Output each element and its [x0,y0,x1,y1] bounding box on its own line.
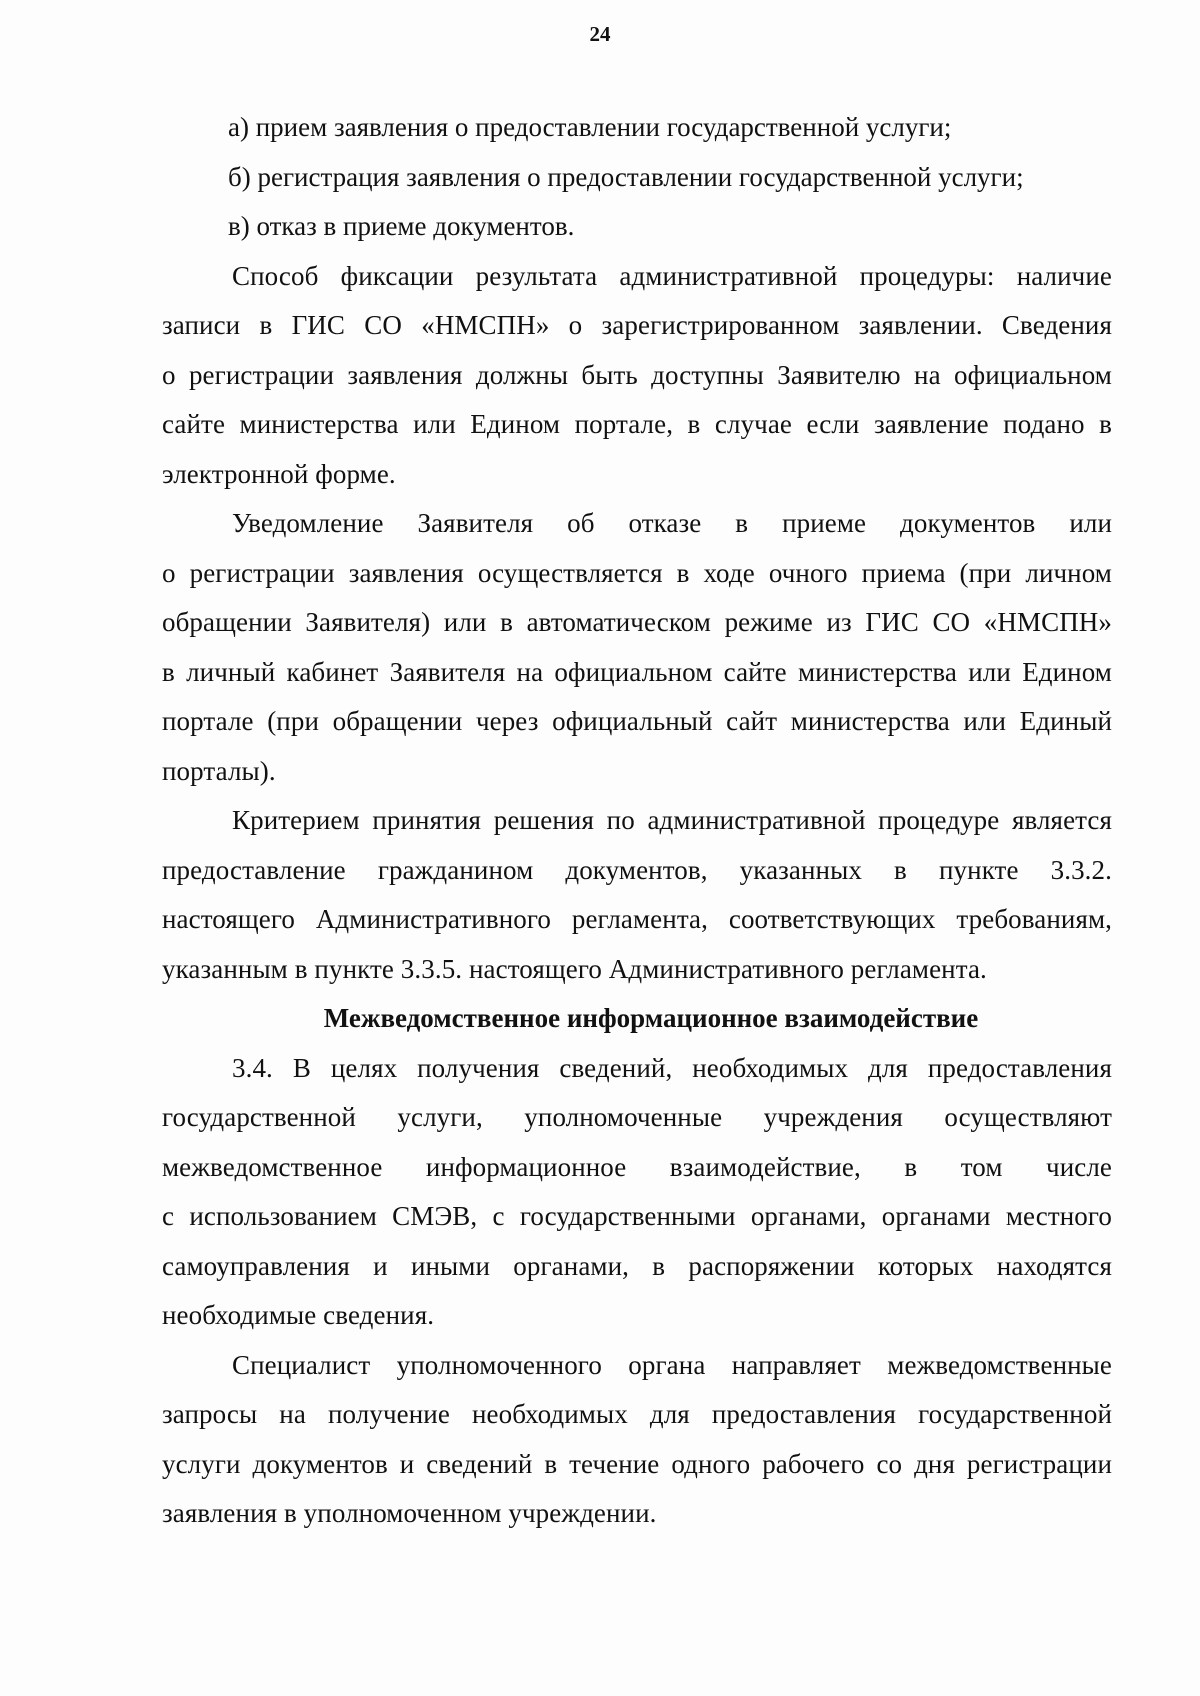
paragraph-line: в личный кабинет Заявителя на официальном сайте министерства или Едином [162,656,1112,687]
paragraph-interagency-3-4 [162,1044,1112,1341]
paragraph-line: обращении Заявителя) или в автоматическом режиме из ГИС СО «НМСПН» [162,607,1112,637]
list-item-b: б) регистрация заявления о предоставлении государственной услуги; [228,161,1024,192]
paragraph-line: необходимые сведения. [162,1300,435,1330]
paragraph-line: электронной форме. [162,458,396,489]
paragraph-specialist-requests [162,1341,1112,1539]
paragraph-line: о регистрации заявления осуществляется в ходе очного приема (при личном [162,557,1112,588]
paragraph-line: заявления в уполномоченном учреждении. [162,1498,657,1528]
paragraph-line: портале (при обращении через официальный сайт министерства или Единый [162,706,1112,736]
section-heading: Межведомственное информационное взаимодействие [323,1003,979,1033]
paragraph-line: с использованием СМЭВ, с государственными органами, органами местного [162,1201,1112,1231]
paragraph-result-fixation [162,252,1112,500]
paragraph-line: 3.4. В целях получения сведений, необходимых для предоставления [232,1052,1112,1083]
paragraph-line: настоящего Административного регламента, соответствующих требованиям, [162,904,1112,934]
list-item-a: а) прием заявления о предоставлении государственной услуги; [228,112,952,142]
paragraph-line: сайте министерства или Едином портале, в случае если заявление подано в [162,409,1112,439]
paragraph-line: услуги документов и сведений в течение одного рабочего со дня регистрации [162,1448,1112,1479]
paragraph-line: межведомственное информационное взаимодействие, в том числе [162,1151,1112,1182]
paragraph-line: Способ фиксации результата административной процедуры: наличие [232,260,1112,291]
paragraph-line: предоставление гражданином документов, указанных в пункте 3.3.2. [162,854,1112,885]
page-number: 24 [589,22,611,46]
paragraph-notification [162,499,1112,796]
paragraph-line: запросы на получение необходимых для предоставления государственной [162,1399,1112,1429]
paragraph-line: о регистрации заявления должны быть доступны Заявителю на официальном [162,359,1112,390]
page-content [162,103,1112,1539]
paragraph-line: порталы). [162,755,276,786]
list-block [162,103,1112,252]
paragraph-line: указанным в пункте 3.3.5. настоящего Административного регламента. [162,953,987,984]
paragraph-line: Специалист уполномоченного органа направляет межведомственные [232,1349,1112,1380]
paragraph-line: Критерием принятия решения по административной процедуре является [232,805,1112,835]
list-item-c: в) отказ в приеме документов. [228,211,575,241]
paragraph-decision-criterion [162,796,1112,994]
paragraph-line: государственной услуги, уполномоченные учреждения осуществляют [162,1102,1112,1132]
paragraph-line: самоуправления и иными органами, в распоряжении которых находятся [162,1250,1112,1281]
paragraph-line: Уведомление Заявителя об отказе в приеме документов или [232,508,1112,538]
paragraph-line: записи в ГИС СО «НМСПН» о зарегистрированном заявлении. Сведения [162,310,1112,340]
